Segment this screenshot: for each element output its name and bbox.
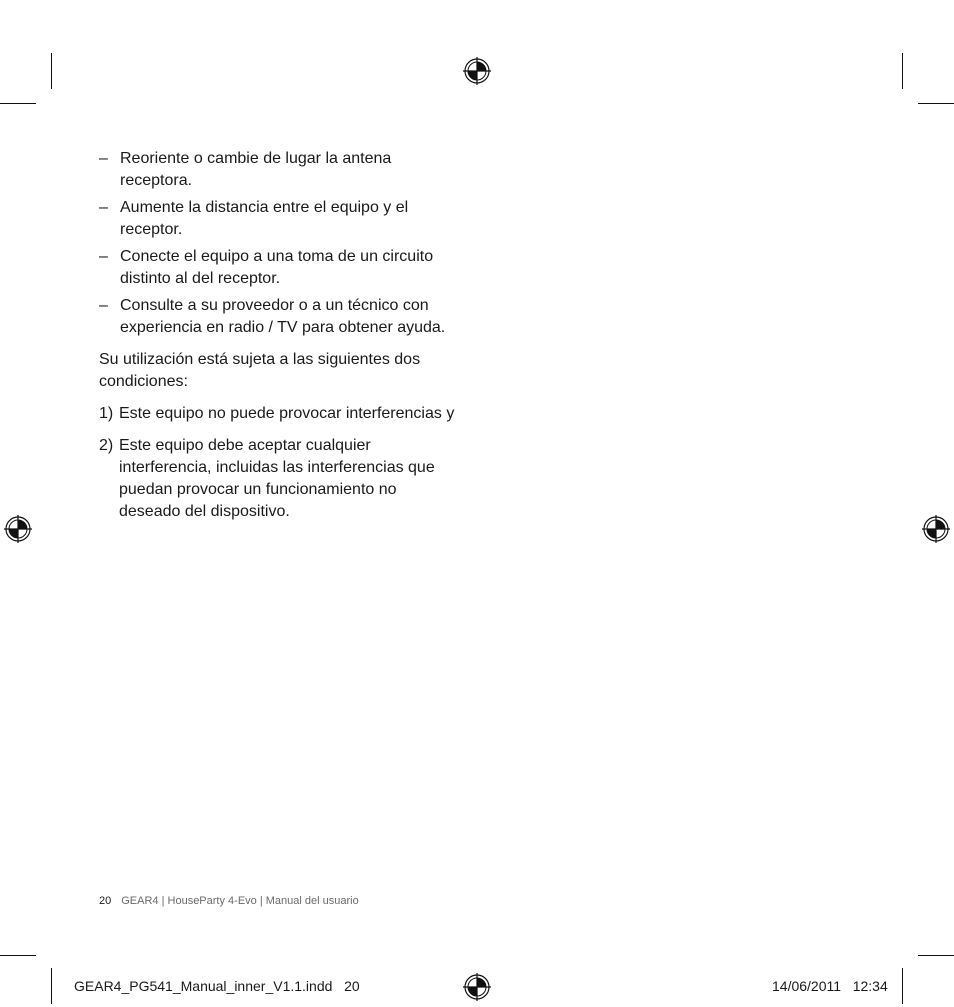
numbered-item <box>99 435 459 523</box>
numbered-item <box>99 403 459 425</box>
list-item-text: Aumente la distancia entre el equipo y el receptor. <box>120 199 409 238</box>
footer-running-text: GEAR4 | HouseParty 4-Evo | Manual del usuario <box>121 895 359 907</box>
page-footer <box>99 895 359 907</box>
dash-bullet: – <box>99 199 108 216</box>
registration-mark-icon <box>4 515 32 543</box>
list-item <box>99 197 459 241</box>
registration-mark-icon <box>463 57 491 85</box>
crop-mark-bottom-right-vertical <box>902 968 903 1004</box>
list-item-text: Reoriente o cambie de lugar la antena receptora. <box>120 150 392 189</box>
list-item <box>99 148 459 192</box>
list-item-text: Consulte a su proveedor o a un técnico con experiencia en radio / TV para obtener ayuda. <box>120 297 446 336</box>
registration-mark-icon <box>463 973 491 1001</box>
page-number: 20 <box>99 895 112 907</box>
crop-mark-bottom-right-horizontal <box>918 955 954 956</box>
conditions-paragraph: Su utilización está sujeta a las siguientes dos condiciones: <box>99 351 421 390</box>
dash-bullet: – <box>99 297 108 314</box>
dash-bullet: – <box>99 150 108 167</box>
slug-filename: GEAR4_PG541_Manual_inner_V1.1.indd 20 <box>74 978 360 994</box>
numbered-item-text: Este equipo no puede provocar interferencias y <box>119 405 455 422</box>
list-item <box>99 246 459 290</box>
numbered-item-text: Este equipo debe aceptar cualquier interferencia, incluidas las interferencias que puedan provocar un funcionamiento no deseado del dispositivo. <box>119 437 435 520</box>
slug-datetime: 14/06/2011 12:34 <box>772 978 888 994</box>
dash-bullet: – <box>99 248 108 265</box>
registration-mark-icon <box>922 515 950 543</box>
body-text <box>99 148 459 533</box>
list-item-text: Conecte el equipo a una toma de un circuito distinto al del receptor. <box>120 248 434 287</box>
item-number: 1) <box>99 405 114 422</box>
crop-mark-top-right-vertical <box>902 53 903 89</box>
list-item <box>99 295 459 339</box>
crop-mark-bottom-left-horizontal <box>0 955 36 956</box>
item-number: 2) <box>99 437 114 454</box>
crop-mark-top-left-horizontal <box>0 103 36 104</box>
crop-mark-bottom-left-vertical <box>51 968 52 1004</box>
crop-mark-top-left-vertical <box>51 53 52 89</box>
crop-mark-top-right-horizontal <box>918 103 954 104</box>
